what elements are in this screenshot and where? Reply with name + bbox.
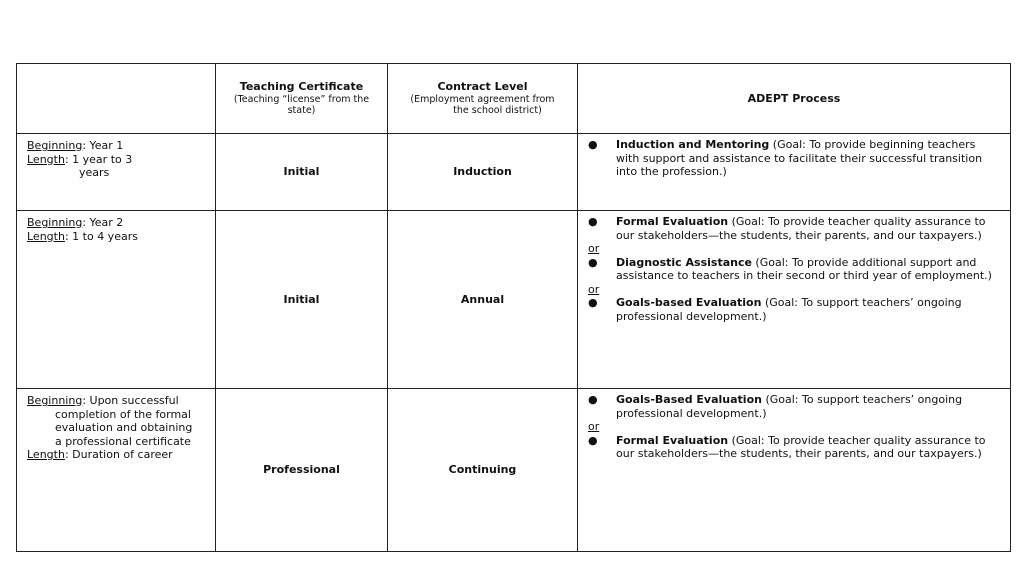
- item-text: [616, 215, 1000, 242]
- list-item: [588, 296, 1000, 323]
- header-title: Teaching Certificate: [239, 80, 364, 94]
- timing-cell: [17, 134, 216, 211]
- item-text: [616, 296, 1000, 323]
- table-row: [17, 211, 1011, 389]
- item-text: [616, 138, 1000, 179]
- item-desc: (Goal: To provide beginning teachers with support and assistance to facilitate their successful transition into the profession.): [616, 138, 983, 178]
- or-separator: or: [588, 282, 600, 296]
- length-value: : Duration of career: [64, 448, 173, 461]
- header-adept-process: [578, 64, 1011, 134]
- timing-cell: [17, 211, 216, 389]
- header-row: [17, 64, 1011, 134]
- length-line: [27, 230, 205, 244]
- beginning-label: Beginning: [27, 216, 83, 229]
- header-title: Contract Level: [437, 80, 528, 94]
- item-title: Formal Evaluation: [616, 433, 729, 447]
- item-title: Diagnostic Assistance: [616, 255, 752, 269]
- bullet-icon: ●: [588, 433, 598, 447]
- bullet-icon: ●: [588, 393, 598, 406]
- item-text: [616, 434, 1000, 461]
- bullet-icon: ●: [588, 255, 598, 269]
- length-value: : 1 year to 3: [64, 152, 133, 166]
- beginning-label: Beginning: [27, 394, 83, 407]
- item-text: [616, 393, 1000, 420]
- header-teaching-certificate: [216, 64, 388, 134]
- header-subtitle: (Employment agreement from: [410, 93, 555, 105]
- item-title: Goals-Based Evaluation: [616, 393, 762, 406]
- list-item: [588, 393, 1000, 420]
- item-title: Goals-based Evaluation: [616, 296, 762, 309]
- timing-cell: [17, 389, 216, 552]
- item-desc: (Goal: To provide teacher quality assurance to our stakeholders—the students, their parents, and our taxpayers.): [616, 215, 986, 242]
- beginning-line: [27, 139, 205, 153]
- length-value: years: [79, 166, 110, 179]
- bullet-icon: ●: [588, 215, 598, 228]
- table-row: [17, 389, 1011, 552]
- length-line: [27, 153, 205, 167]
- item-desc: (Goal: To support teachers’ ongoing professional development.): [616, 296, 962, 323]
- length-line: [27, 448, 205, 462]
- item-desc: (Goal: To provide additional support and assistance to teachers in their second or third year of employment.): [616, 255, 992, 282]
- adept-table: [16, 63, 1011, 552]
- length-value: : 1 to 4 years: [64, 229, 138, 243]
- beginning-value: : Year 1: [82, 139, 124, 152]
- item-desc: (Goal: To provide teacher quality assurance to our stakeholders—the students, their parents, and our taxpayers.): [616, 433, 986, 460]
- item-desc: (Goal: To support teachers’ ongoing professional development.): [616, 393, 963, 420]
- header-contract-level: [388, 64, 578, 134]
- item-title: Formal Evaluation: [616, 215, 729, 228]
- process-cell: [578, 211, 1011, 389]
- beginning-value: a professional certificate: [55, 434, 191, 448]
- beginning-value: evaluation and obtaining: [55, 421, 193, 434]
- process-cell: [578, 389, 1011, 552]
- list-item: [588, 256, 1000, 283]
- bullet-icon: ●: [588, 296, 598, 309]
- beginning-value: : Upon successful: [82, 394, 179, 407]
- header-title: ADEPT Process: [747, 91, 841, 105]
- or-separator: or: [588, 242, 600, 255]
- length-label: Length: [27, 152, 65, 166]
- beginning-value: completion of the formal: [55, 407, 191, 421]
- bullet-icon: ●: [588, 138, 598, 151]
- beginning-value: : Year 2: [82, 216, 124, 229]
- beginning-line: [27, 216, 205, 230]
- length-label: Length: [27, 229, 65, 243]
- item-title: Induction and Mentoring: [616, 138, 770, 151]
- list-item: [588, 215, 1000, 242]
- process-cell: [578, 134, 1011, 211]
- list-item: [588, 138, 1000, 179]
- header-subtitle: (Teaching “license” from the: [233, 93, 370, 105]
- certificate-cell: Initial: [216, 211, 388, 389]
- contract-cell: Annual: [388, 211, 578, 389]
- header-subtitle: state): [287, 105, 316, 117]
- length-label: Length: [27, 448, 65, 461]
- certificate-cell: Professional: [216, 389, 388, 552]
- contract-cell: Induction: [388, 134, 578, 211]
- header-empty-cell: [17, 64, 216, 134]
- header-subtitle: the school district): [453, 105, 542, 117]
- item-text: [616, 256, 1000, 283]
- table-row: [17, 134, 1011, 211]
- certificate-cell: Initial: [216, 134, 388, 211]
- beginning-label: Beginning: [27, 139, 83, 152]
- beginning-line: [27, 394, 205, 408]
- list-item: [588, 434, 1000, 461]
- contract-cell: Continuing: [388, 389, 578, 552]
- or-separator: or: [588, 420, 600, 433]
